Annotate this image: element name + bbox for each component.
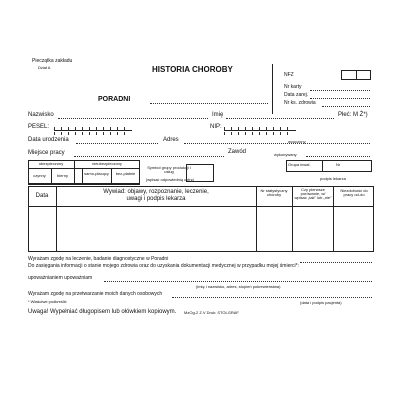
publisher-text: MzOg-2 Z.V Druk: STOLGRAF <box>184 310 239 315</box>
name-field[interactable] <box>226 118 334 119</box>
authorized-label: upoważnianiem upoważniam <box>28 275 93 281</box>
not-insured-label: nieubezpieczony <box>92 161 122 166</box>
profession-sub: wykonywany <box>274 152 297 157</box>
address-label: Adres <box>163 137 179 143</box>
transfer-label: Wyrażam zgodę na przetwarzanie moich danych osobowych <box>28 291 163 297</box>
consent-signature-field[interactable] <box>300 262 372 263</box>
health-book-field[interactable] <box>322 106 370 107</box>
stamp-sub: Dział A <box>38 65 51 70</box>
birth-field[interactable] <box>76 143 158 144</box>
pesel-label: PESEL: <box>28 124 50 130</box>
retired-label: bierny <box>57 173 68 178</box>
footnote: * Właściwe podkreślić <box>28 299 67 304</box>
name-label: Imię <box>212 112 224 118</box>
work-label: Miejsce pracy <box>28 150 65 156</box>
sex-label[interactable]: Płeć: M Ż*) <box>338 112 368 118</box>
card-no-label: Nr karty <box>284 84 302 90</box>
health-book-label: Nr ks. zdrowia <box>284 100 316 106</box>
col-resistance: Niezdolność do pracy od-do <box>340 188 368 197</box>
consent-line2: Do zasięgania informacji o stanie mojego zdrowia oraz do uzyskania dokumentacji medycznej w przypadku mojej śmierci*: <box>28 263 299 269</box>
transfer-field[interactable] <box>172 297 372 298</box>
learned-label: wyuczony <box>288 139 306 144</box>
symbol-label: Symbol grupy produkcji i usług <box>147 165 191 174</box>
surname-label: Nazwisko <box>28 112 54 118</box>
profession-field[interactable] <box>306 156 370 157</box>
card-no-field[interactable] <box>310 90 370 91</box>
stamp-label: Pieczątka zakładu <box>32 58 73 64</box>
uninsured-label: bez-płatnie <box>115 171 136 176</box>
surname-field[interactable] <box>58 118 208 119</box>
active-label: czynny <box>33 173 46 178</box>
nfz-label: NFZ <box>284 72 294 78</box>
symbol-box[interactable] <box>186 164 214 182</box>
signature-sub: (data i podpis pacjenta) <box>300 300 342 305</box>
disability-group-label: Grupa inwal. <box>288 162 311 167</box>
authorized-field[interactable] <box>104 281 372 282</box>
reg-date-label: Data zarej. <box>284 92 309 98</box>
symbol-sub: (wpisać odpowiednią cyfrę) <box>145 177 195 182</box>
table-body[interactable] <box>29 207 373 251</box>
birth-label: Data urodzenia <box>28 137 69 143</box>
poradni-field[interactable] <box>150 103 268 104</box>
pesel-cells[interactable] <box>54 122 132 131</box>
page-title: HISTORIA CHOROBY <box>152 65 233 74</box>
no-label: Nr <box>336 162 341 167</box>
warning-text: Uwaga! Wypełniać długopisem lub ołówkiem kopiowym. <box>28 309 177 315</box>
address-field[interactable] <box>184 143 370 144</box>
nip-cells[interactable] <box>224 122 296 131</box>
disability-reason-label: podpis lekarza <box>320 176 346 181</box>
consent-line1: Wyrażam zgodę na leczenie, badanie diagnostyczne w Poradni <box>28 256 169 262</box>
nip-label: NIP: <box>210 124 222 130</box>
authorized-sub: (imię i nazwisko, adres, stopień pokrewieństwa) <box>196 284 281 289</box>
col-stat: Nr statystyczny choroby <box>260 188 288 197</box>
work-field[interactable] <box>74 156 224 157</box>
self-pay-label: samo-płacący <box>84 171 109 176</box>
poradni-label: PORADNI <box>98 96 131 103</box>
profession-label: Zawód <box>228 149 247 155</box>
col-first: Czy pierwsze porówanie, w/ wpisać „tak” lub „nie” <box>294 187 332 200</box>
col-date: Data <box>35 193 49 199</box>
col-main: Wywiad: objawy, rozpoznanie, leczenie, uwagi i podpis lekarza <box>103 189 209 202</box>
insured-label: ubezpieczony <box>38 161 64 166</box>
reg-date-field[interactable] <box>310 98 370 99</box>
